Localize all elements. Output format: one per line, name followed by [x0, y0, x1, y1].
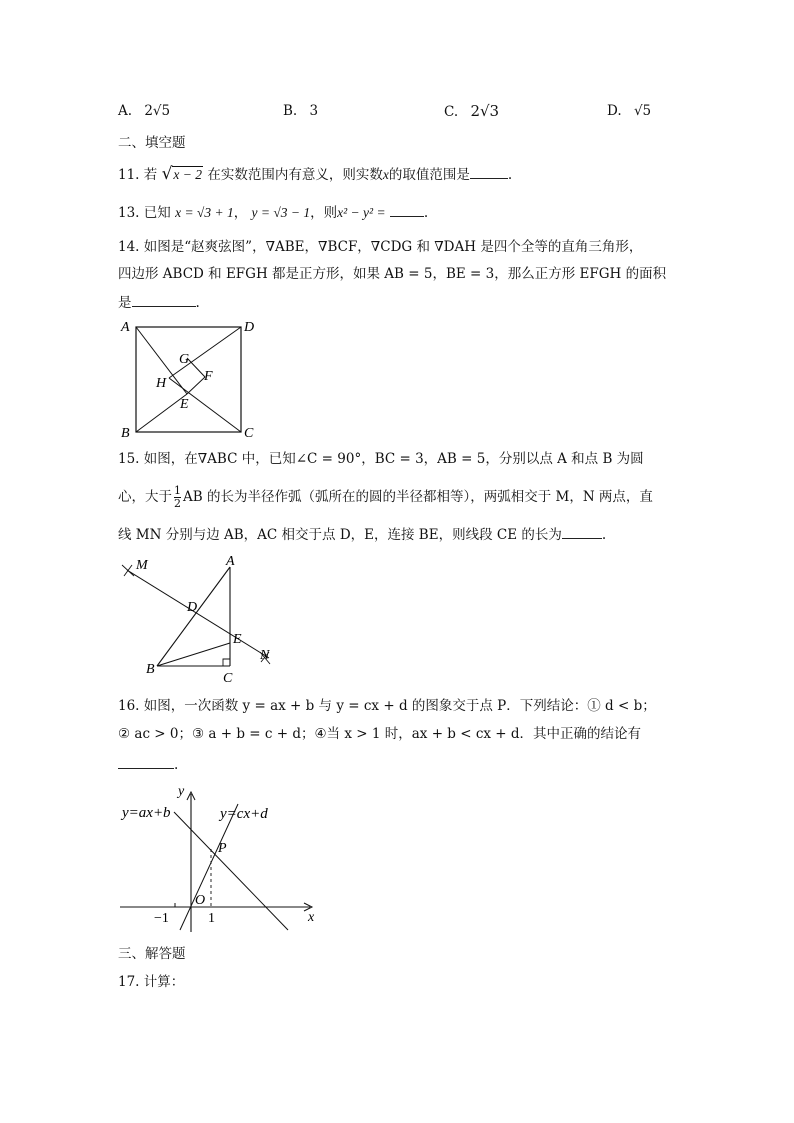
question-text: 线 MN 分别与边 AB，AC 相交于点 D，E，连接 BE，则线段 CE 的长为: [118, 527, 562, 543]
option-letter: C.: [444, 104, 459, 120]
line-mn: [127, 570, 269, 658]
label-e: E: [180, 397, 189, 412]
math-expression: x² − y² =: [337, 205, 386, 220]
label-p: P: [218, 841, 227, 856]
option-value: 2√5: [144, 103, 171, 119]
question-16-line-2: ② ac > 0；③ a + b = c + d；④当 x > 1 时，ax + b < cx + d．其中正确的结论有: [118, 726, 642, 742]
question-text: ，则: [310, 205, 338, 221]
x-axis-label: x: [308, 910, 315, 925]
label-n: N: [260, 648, 270, 663]
question-text: 心，大于: [118, 489, 172, 505]
answer-blank[interactable]: [562, 524, 602, 539]
answer-blank[interactable]: [118, 754, 174, 769]
answer-blank[interactable]: [132, 292, 196, 307]
question-14-line-1: 14. 如图是“赵爽弦图”，∇ABE，∇BCF，∇CDG 和 ∇DAH 是四个全等的直角三角形，: [118, 239, 643, 255]
option-letter: B.: [283, 103, 298, 119]
fraction-denominator: 2: [174, 497, 181, 510]
label-d: D: [244, 320, 255, 335]
arc-mark-m2: [124, 565, 132, 576]
segment-ef: [187, 377, 205, 394]
fraction-numerator: 1: [174, 484, 181, 497]
segment-fg: [187, 358, 205, 377]
question-text: AB 的长为半径作弧（弧所在的圆的半径都相等），两弧相交于 M，N 两点，直: [183, 489, 653, 505]
question-16-line-1: 16. 如图，一次函数 y = ax + b 与 y = cx + d 的图象交于点 P．下列结论：① d < b；: [118, 698, 656, 714]
question-16-line-3: [118, 754, 178, 775]
label-a: A: [226, 554, 235, 569]
question-number: 11.: [118, 167, 140, 183]
question-13: [118, 202, 428, 223]
option-letter: A.: [118, 103, 133, 119]
tick-label-neg1: −1: [154, 911, 169, 926]
triangle-bisector-figure: [116, 552, 282, 684]
label-h: H: [156, 376, 167, 391]
label-f: F: [204, 369, 213, 384]
sqrt-sign: √: [161, 164, 173, 184]
question-text: 若: [143, 167, 158, 183]
section-heading-solve: 三、解答题: [118, 946, 186, 962]
question-15-line-1: 15. 如图，在∇ABC 中，已知∠C = 90°，BC = 3，AB = 5，分别以点 A 和点 B 为圆: [118, 451, 644, 467]
right-angle-mark: [223, 659, 230, 666]
tick-label-one: 1: [208, 911, 215, 926]
radicand: x − 2: [173, 167, 203, 182]
option-d: [607, 101, 651, 121]
option-value: 3: [309, 103, 319, 119]
variable: x: [382, 167, 389, 182]
punctuation: .: [601, 527, 607, 543]
fraction-one-half: [174, 485, 181, 510]
punctuation: .: [195, 295, 200, 311]
question-15-line-2: [118, 485, 653, 510]
label-d: D: [187, 600, 198, 615]
linear-functions-graph: [116, 782, 322, 938]
side-ab: [157, 567, 230, 666]
label-b: B: [146, 662, 155, 677]
label-c: C: [223, 671, 233, 684]
question-14-line-3: [118, 292, 200, 313]
question-text: 是: [118, 295, 132, 311]
answer-blank[interactable]: [390, 202, 424, 217]
math-expression: y = √3 − 1: [251, 205, 311, 220]
punctuation: .: [507, 167, 513, 183]
label-c: C: [244, 426, 254, 441]
label-line-cx-plus-d: y=cx+d: [220, 806, 268, 822]
label-m: M: [136, 558, 148, 573]
question-text: 的取值范围是: [388, 167, 470, 183]
label-origin: O: [195, 893, 206, 908]
option-value: 2√3: [470, 102, 500, 120]
section-heading-fill-blank: 二、填空题: [118, 135, 186, 151]
option-c: [444, 101, 499, 122]
option-value: √5: [633, 103, 652, 119]
option-b: [283, 101, 318, 121]
punctuation: ，: [233, 205, 248, 221]
label-e: E: [233, 632, 242, 647]
zhao-shuang-figure: [116, 318, 266, 442]
punctuation: .: [174, 757, 179, 773]
question-17: 17. 计算：: [118, 974, 185, 990]
label-a: A: [121, 320, 130, 335]
label-g: G: [179, 352, 190, 367]
segment-be: [157, 643, 230, 666]
punctuation: .: [423, 205, 429, 221]
question-15-line-3: [118, 524, 606, 545]
answer-blank[interactable]: [470, 164, 508, 179]
label-b: B: [121, 426, 130, 441]
math-expression: x = √3 + 1: [175, 205, 234, 220]
question-11: [118, 164, 512, 185]
option-a: [118, 101, 170, 121]
question-14-line-2: 四边形 ABCD 和 EFGH 都是正方形，如果 AB = 5，BE = 3，那么正方形 EFGH 的面积: [118, 266, 667, 282]
option-letter: D.: [607, 103, 622, 119]
question-text: 已知: [143, 205, 171, 221]
question-number: 13.: [118, 205, 140, 221]
square-abcd: [136, 327, 241, 432]
question-text: 在实数范围内有意义，则实数: [207, 167, 383, 183]
y-axis-label: y: [178, 784, 185, 799]
label-line-ax-plus-b: y=ax+b: [122, 805, 171, 821]
